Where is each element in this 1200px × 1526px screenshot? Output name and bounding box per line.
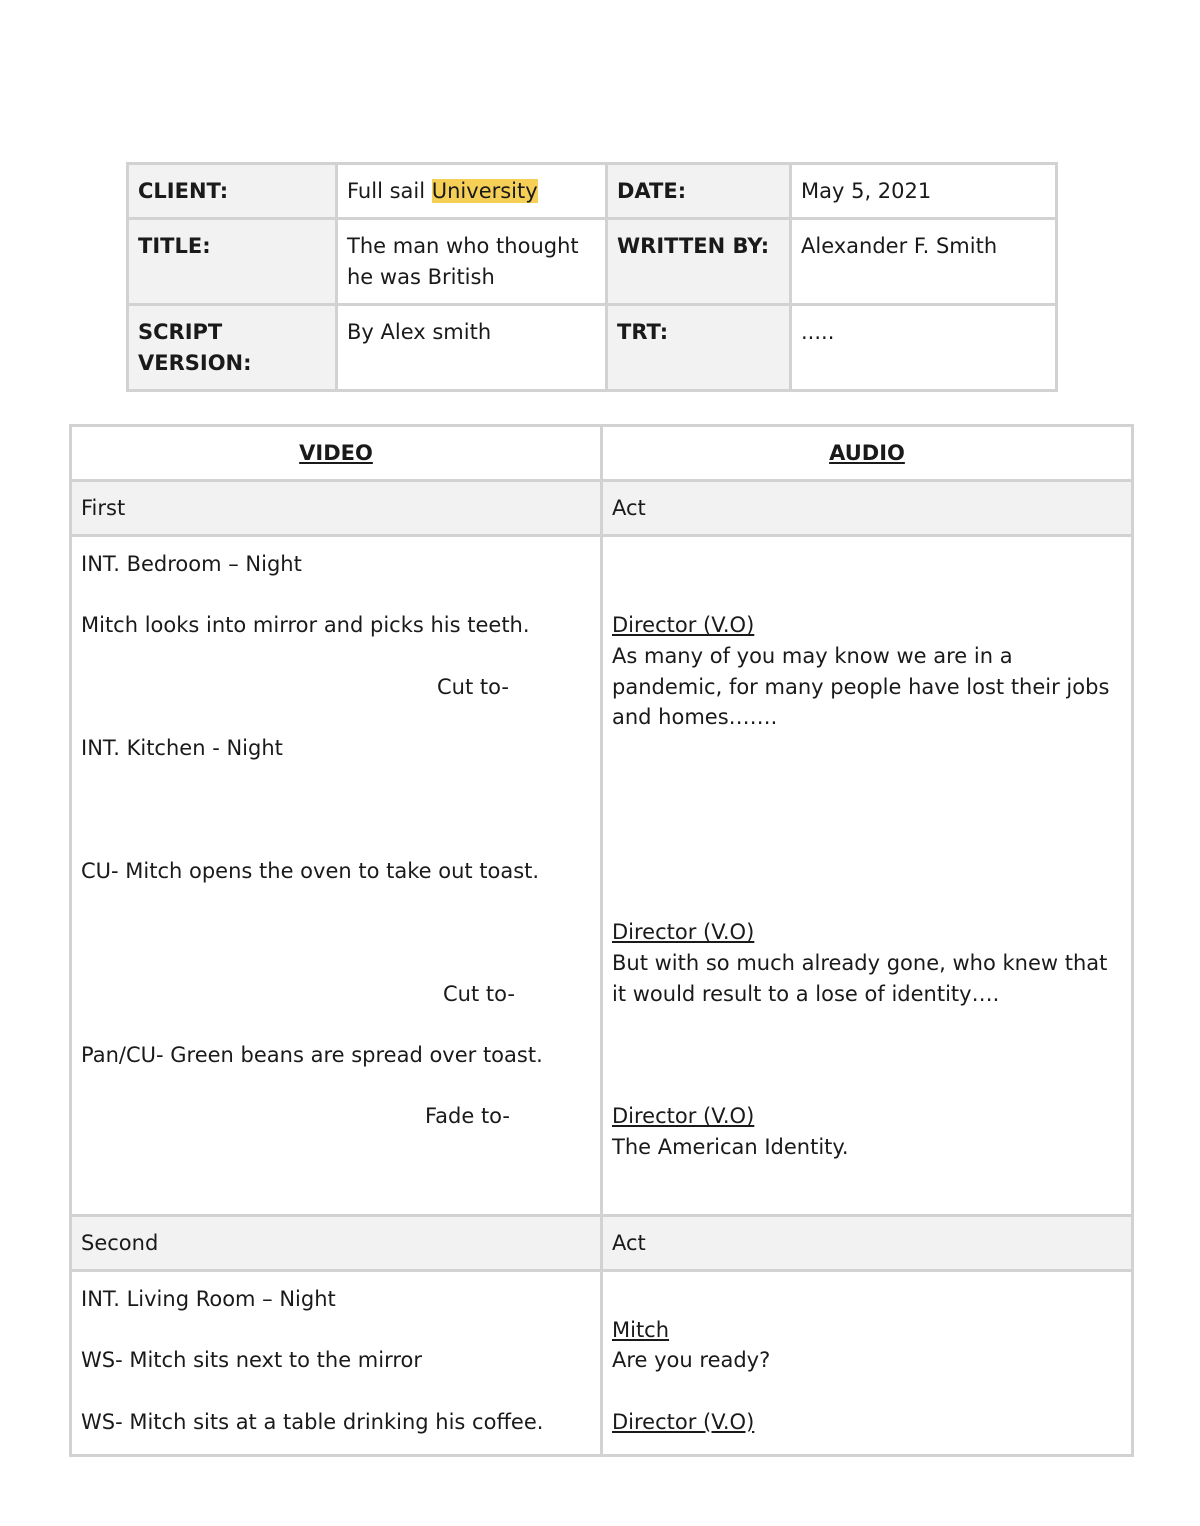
speaker-name: Mitch — [612, 1317, 670, 1342]
blank-line — [81, 887, 591, 918]
date-value: May 5, 2021 — [791, 164, 1057, 219]
blank-line — [612, 795, 1122, 826]
speaker-name: Director (V.O) — [612, 1104, 755, 1129]
transition-cut: Cut to- — [437, 674, 509, 699]
blank-line — [81, 795, 591, 826]
client-label: CLIENT: — [128, 164, 337, 219]
dialogue-line: Are you ready? — [612, 1348, 771, 1373]
title-label: TITLE: — [128, 219, 337, 305]
trt-value: ..... — [791, 305, 1057, 391]
blank-line — [81, 917, 591, 948]
act1-right: Act — [602, 481, 1133, 536]
act1-left: First — [71, 481, 602, 536]
video-line: CU- Mitch opens the oven to take out toast. — [81, 858, 540, 883]
client-value-text: Full sail — [347, 179, 432, 203]
video-line: WS- Mitch sits at a table drinking his coffee. — [81, 1409, 544, 1434]
act-row-second — [71, 1216, 1133, 1271]
blank-line — [81, 1009, 591, 1040]
video-cell-act1 — [71, 536, 602, 1216]
blank-line — [612, 887, 1122, 918]
video-line: Pan/CU- Green beans are spread over toast. — [81, 1043, 543, 1068]
written-by-label: WRITTEN BY: — [607, 219, 791, 305]
dialogue-line: and homes……. — [612, 705, 778, 730]
blank-line — [81, 825, 591, 856]
title-value-line1: The man who thought — [347, 234, 579, 258]
speaker-name: Director (V.O) — [612, 1409, 755, 1434]
date-label: DATE: — [607, 164, 791, 219]
video-line: Mitch looks into mirror and picks his teeth. — [81, 613, 530, 638]
blank-line — [612, 1284, 1122, 1315]
blank-line — [81, 580, 591, 611]
transition-cut: Cut to- — [443, 981, 515, 1006]
script-version-value: By Alex smith — [337, 305, 607, 391]
blank-line — [612, 764, 1122, 795]
blank-line — [612, 1071, 1122, 1102]
act2-right: Act — [602, 1216, 1133, 1271]
speaker-name: Director (V.O) — [612, 920, 755, 945]
blank-line — [81, 702, 591, 733]
video-line: INT. Kitchen - Night — [81, 736, 283, 761]
video-cell-act2 — [71, 1271, 602, 1456]
blank-line — [612, 580, 1122, 611]
blank-line — [81, 764, 591, 795]
blank-line — [81, 948, 591, 979]
dialogue-line: The American Identity. — [612, 1135, 849, 1160]
blank-line — [81, 641, 591, 672]
info-row-client — [128, 164, 1057, 219]
dialogue-line: But with so much already gone, who knew that — [612, 951, 1108, 976]
av-script-table — [69, 424, 1134, 1457]
dialogue-line: it would result to a lose of identity…. — [612, 981, 1000, 1006]
client-value — [337, 164, 607, 219]
audio-cell-act1 — [602, 536, 1133, 1216]
client-highlight: University — [431, 179, 538, 203]
column-header-row — [71, 426, 1133, 481]
blank-line — [81, 1376, 591, 1407]
scene-row-act1 — [71, 536, 1133, 1216]
written-by-value: Alexander F. Smith — [791, 219, 1057, 305]
video-line: INT. Living Room – Night — [81, 1287, 336, 1311]
video-line: WS- Mitch sits next to the mirror — [81, 1348, 422, 1373]
audio-header: AUDIO — [602, 426, 1133, 481]
info-row-version — [128, 305, 1057, 391]
blank-line — [612, 825, 1122, 856]
dialogue-line: As many of you may know we are in a — [612, 644, 1013, 669]
act-row-first — [71, 481, 1133, 536]
script-info-table — [126, 162, 1058, 392]
info-row-title — [128, 219, 1057, 305]
script-version-label: SCRIPT VERSION: — [128, 305, 337, 391]
act2-left: Second — [71, 1216, 602, 1271]
blank-line — [612, 1040, 1122, 1071]
speaker-name: Director (V.O) — [612, 613, 755, 638]
blank-line — [612, 549, 1122, 580]
scene-row-act2 — [71, 1271, 1133, 1456]
blank-line — [612, 1009, 1122, 1040]
transition-fade: Fade to- — [425, 1104, 510, 1129]
video-header: VIDEO — [71, 426, 602, 481]
trt-label: TRT: — [607, 305, 791, 391]
blank-line — [81, 1071, 591, 1102]
audio-cell-act2 — [602, 1271, 1133, 1456]
blank-line — [81, 1315, 591, 1346]
video-line: INT. Bedroom – Night — [81, 552, 302, 576]
blank-line — [612, 1376, 1122, 1407]
blank-line — [612, 733, 1122, 764]
title-value — [337, 219, 607, 305]
dialogue-line: pandemic, for many people have lost their jobs — [612, 674, 1110, 699]
blank-line — [612, 856, 1122, 887]
title-value-line2: he was British — [347, 265, 495, 289]
